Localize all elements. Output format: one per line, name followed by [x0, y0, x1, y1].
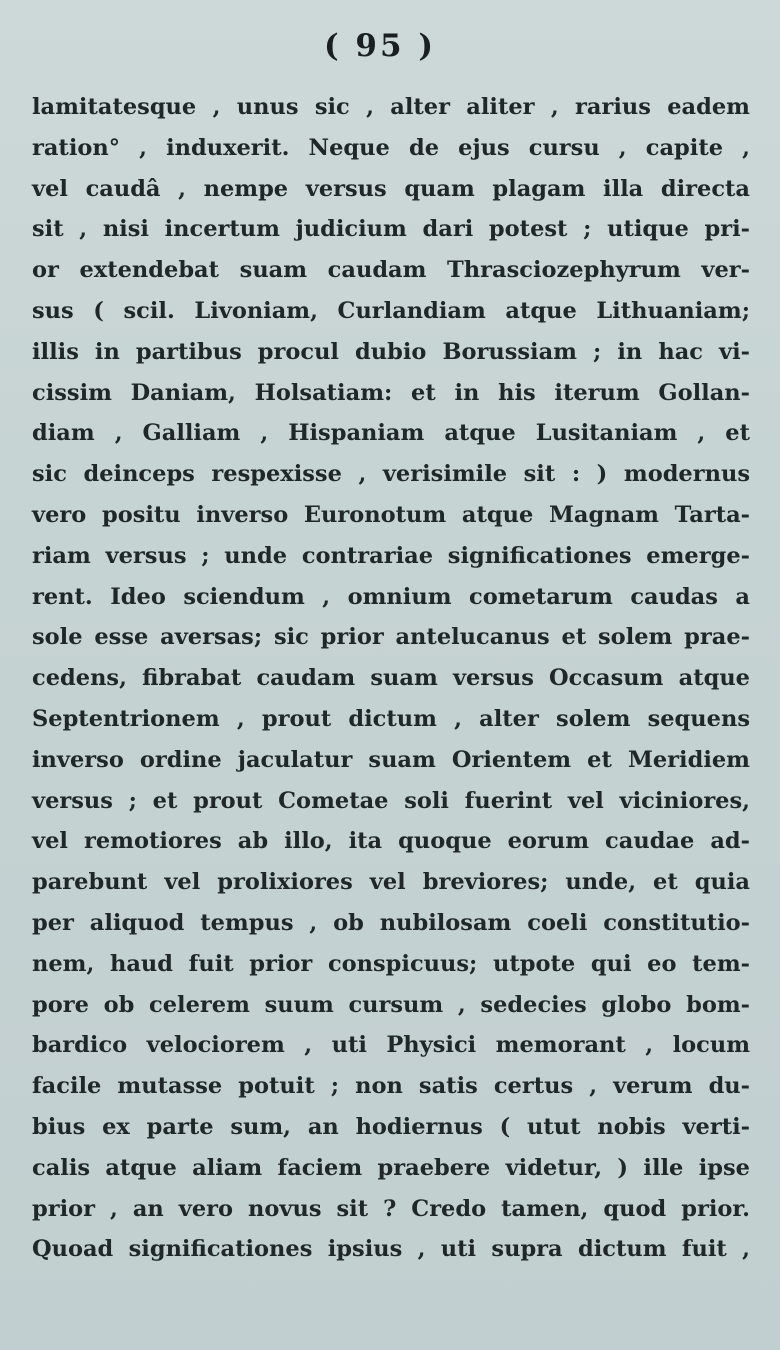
text-line: nem, haud fuit prior conspicuus; utpote qui eo tem- — [32, 950, 750, 977]
text-line: ration° , induxerit. Neque de ejus cursu , capite , — [32, 134, 750, 161]
body-text — [32, 87, 750, 1270]
text-line: pore ob celerem suum cursum , sedecies globo bom- — [32, 991, 750, 1018]
text-line: parebunt vel prolixiores vel breviores; unde, et quia — [32, 869, 750, 896]
text-line: inverso ordine jaculatur suam Orientem et Meridiem — [32, 746, 750, 773]
text-line: sic deinceps respexisse , verisimile sit : ) modernus — [32, 461, 750, 488]
text-line: cedens, fibrabat caudam suam versus Occasum atque — [32, 665, 750, 692]
text-line: vel caudâ , nempe versus quam plagam illa directa — [32, 175, 750, 202]
text-line: calis atque aliam faciem praebere videtur, ) ille ipse — [32, 1154, 750, 1181]
text-line: riam versus ; unde contrariae significationes emerge- — [32, 542, 750, 569]
text-line: bius ex parte sum, an hodiernus ( utut nobis verti- — [32, 1113, 750, 1140]
text-line: vero positu inverso Euronotum atque Magnam Tarta- — [32, 501, 750, 528]
text-line: sole esse aversas; sic prior antelucanus et solem prae- — [32, 624, 750, 651]
text-line: cissim Daniam, Holsatiam: et in his iterum Gollan- — [32, 379, 750, 406]
text-line: prior , an vero novus sit ? Credo tamen, quod prior. — [32, 1195, 750, 1222]
text-line: or extendebat suam caudam Thrasciozephyrum ver- — [32, 257, 750, 284]
text-line: versus ; et prout Cometae soli fuerint vel viciniores, — [32, 787, 750, 814]
text-line: rent. Ideo sciendum , omnium cometarum caudas a — [32, 583, 750, 610]
text-line: Quoad significationes ipsius , uti supra dictum fuit , — [32, 1236, 750, 1263]
text-line: facile mutasse potuit ; non satis certus , verum du- — [32, 1073, 750, 1100]
text-line: bardico velociorem , uti Physici memorant , locum — [32, 1032, 750, 1059]
text-line: vel remotiores ab illo, ita quoque eorum caudae ad- — [32, 828, 750, 855]
text-line: per aliquod tempus , ob nubilosam coeli constitutio- — [32, 909, 750, 936]
text-line: illis in partibus procul dubio Borussiam ; in hac vi- — [32, 338, 750, 365]
text-line: sus ( scil. Livoniam, Curlandiam atque Lithuaniam; — [32, 297, 750, 324]
text-line: Septentrionem , prout dictum , alter solem sequens — [32, 705, 750, 732]
text-line: sit , nisi incertum judicium dari potest ; utique pri- — [32, 216, 750, 243]
text-line: lamitatesque , unus sic , alter aliter , rarius eadem — [32, 94, 750, 120]
page-number: ( 95 ) — [323, 28, 437, 64]
text-line: diam , Galliam , Hispaniam atque Lusitaniam , et — [32, 420, 750, 447]
